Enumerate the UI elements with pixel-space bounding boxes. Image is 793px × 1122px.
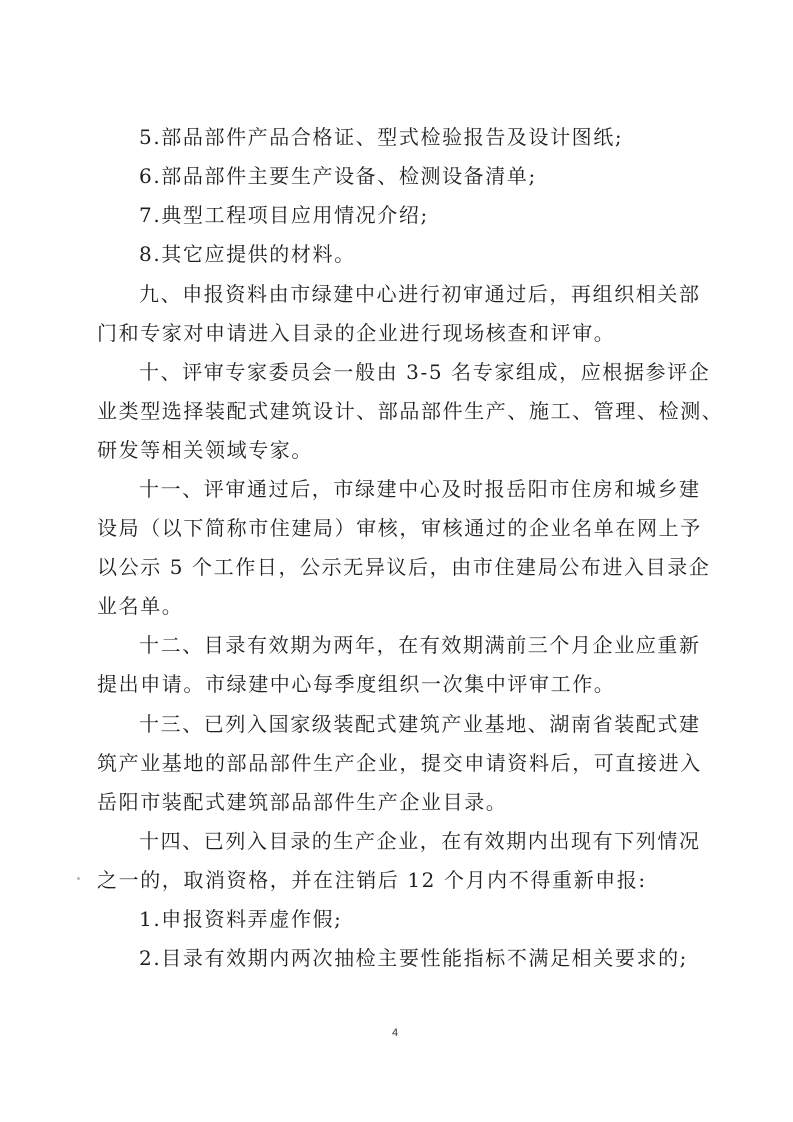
- text-line: 8.其它应提供的材料。: [139, 242, 356, 266]
- text-line: 业名单。: [97, 594, 184, 618]
- page-number: 4: [391, 1027, 399, 1039]
- scan-artifact: [77, 877, 80, 880]
- text-line: 业类型选择装配式建筑设计、部品部件生产、施工、管理、检测、: [97, 399, 724, 423]
- text-line: 九、申报资料由市绿建中心进行初审通过后，再组织相关部: [139, 282, 701, 306]
- text-line: 十二、目录有效期为两年，在有效期满前三个月企业应重新: [139, 633, 701, 657]
- text-line: 提出申请。市绿建中心每季度组织一次集中评审工作。: [97, 672, 616, 696]
- text-line: 设局（以下简称市住建局）审核，审核通过的企业名单在网上予: [97, 516, 702, 540]
- text-line: 十一、评审通过后，市绿建中心及时报岳阳市住房和城乡建: [139, 477, 701, 501]
- text-line: 6.部品部件主要生产设备、检测设备清单;: [139, 164, 537, 188]
- text-line: 十三、已列入国家级装配式建筑产业基地、湖南省装配式建: [139, 712, 701, 736]
- text-line: 十、评审专家委员会一般由 3-5 名专家组成，应根据参评企: [139, 360, 711, 384]
- text-line: 之一的，取消资格，并在注销后 12 个月内不得重新申报:: [97, 868, 647, 892]
- text-line: 门和专家对申请进入目录的企业进行现场核查和评审。: [97, 321, 616, 345]
- text-line: 1.申报资料弄虚作假;: [139, 907, 343, 931]
- text-line: 研发等相关领域专家。: [97, 438, 313, 462]
- text-line: 筑产业基地的部品部件生产企业，提交申请资料后，可直接进入: [97, 751, 702, 775]
- text-line: 2.目录有效期内两次抽检主要性能指标不满足相关要求的;: [139, 946, 689, 970]
- text-line: 以公示 5 个工作日，公示无异议后，由市住建局公布进入目录企: [97, 555, 711, 579]
- text-line: 5.部品部件产品合格证、型式检验报告及设计图纸;: [139, 125, 624, 149]
- text-line: 十四、已列入目录的生产企业，在有效期内出现有下列情况: [139, 829, 701, 853]
- text-line: 岳阳市装配式建筑部品部件生产企业目录。: [97, 790, 508, 814]
- text-line: 7.典型工程项目应用情况介绍;: [139, 203, 429, 227]
